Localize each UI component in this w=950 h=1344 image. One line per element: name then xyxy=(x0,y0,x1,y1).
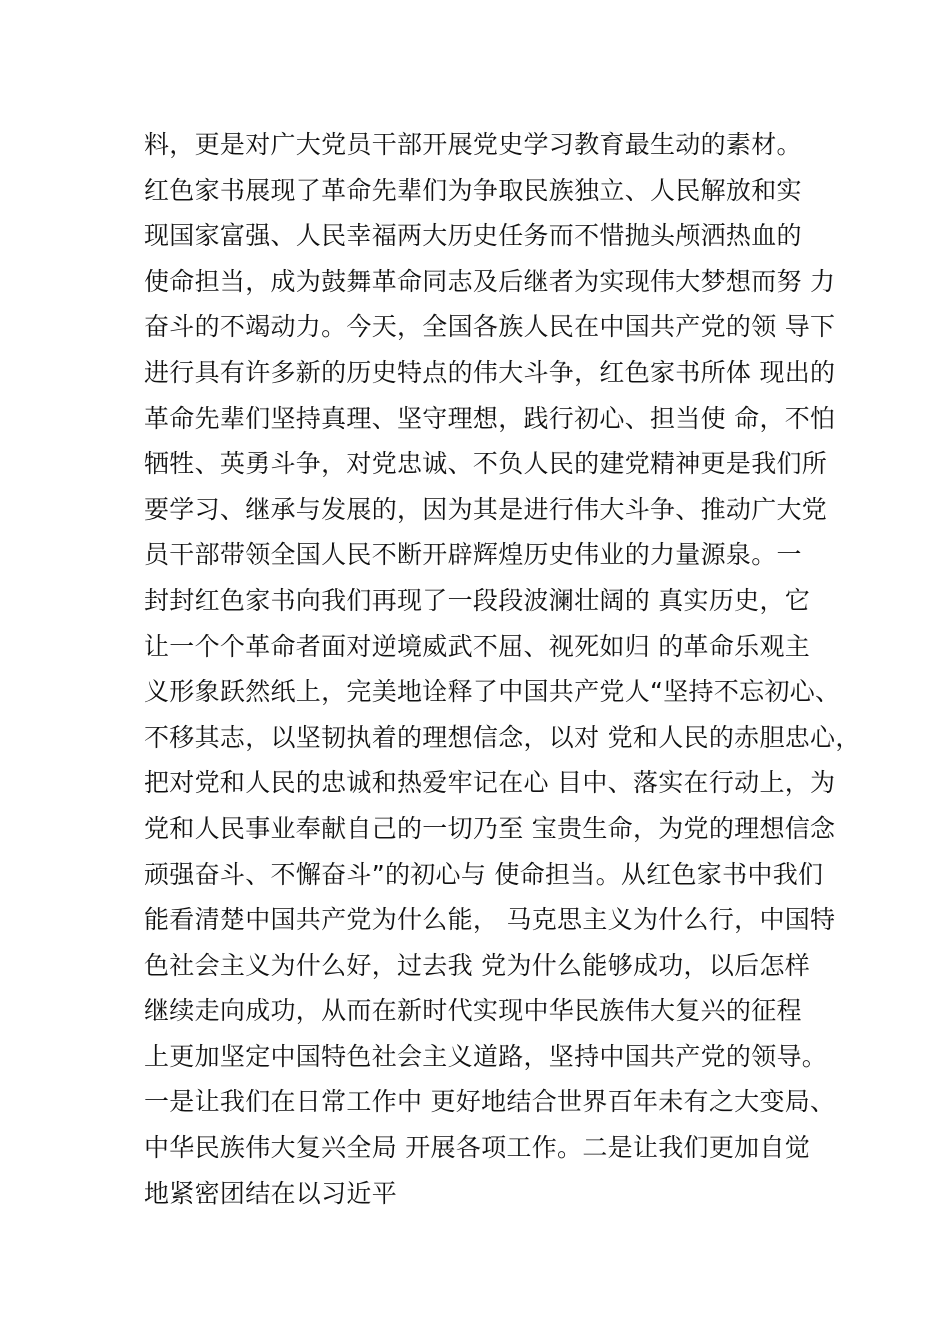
text-line: 现国家富强、人民幸福两大历史任务而不惜抛头颅洒热血的 xyxy=(144,221,802,251)
text-line: 使命担当，成为鼓舞革命同志及后继者为实现伟大梦想而努 力 xyxy=(144,266,836,296)
text-line: 中华民族伟大复兴全局 开展各项工作。二是让我们更加自觉 xyxy=(144,1133,811,1163)
text-line: 牺牲、英勇斗争，对党忠诚、不负人民的建党精神更是我们所 xyxy=(144,449,828,479)
body-text xyxy=(144,122,864,1216)
text-line: 员干部带领全国人民不断开辟辉煌历史伟业的力量源泉。一 xyxy=(144,540,802,570)
text-line: 奋斗的不竭动力。今天，全国各族人民在中国共产党的领 导下 xyxy=(144,312,836,342)
text-line: 封封红色家书向我们再现了一段段波澜壮阔的 真实历史，它 xyxy=(144,585,811,615)
text-line: 进行具有许多新的历史特点的伟大斗争，红色家书所体 现出的 xyxy=(144,357,836,387)
text-line: 一是让我们在日常工作中 更好地结合世界百年未有之大变局、 xyxy=(144,1087,836,1117)
text-line: 料，更是对广大党员干部开展党史学习教育最生动的素材。 xyxy=(144,130,802,159)
text-line: 能看清楚中国共产党为什么能， 马克思主义为什么行，中国特 xyxy=(144,905,836,935)
text-line: 义形象跃然纸上，完美地诠释了中国共产党人“坚持不忘初心、 xyxy=(144,677,841,707)
text-line: 让一个个革命者面对逆境威武不屈、视死如归 的革命乐观主 xyxy=(144,631,811,661)
text-line: 要学习、继承与发展的，因为其是进行伟大斗争、推动广大党 xyxy=(144,494,828,524)
text-line: 把对党和人民的忠诚和热爱牢记在心 目中、落实在行动上，为 xyxy=(144,768,836,798)
text-line: 继续走向成功，从而在新时代实现中华民族伟大复兴的征程 xyxy=(144,996,802,1026)
text-line: 革命先辈们坚持真理、坚守理想，践行初心、担当使 命，不怕 xyxy=(144,403,836,433)
text-line: 不移其志，以坚韧执着的理想信念，以对 党和人民的赤胆忠心， xyxy=(144,722,861,752)
text-line: 党和人民事业奉献自己的一切乃至 宝贵生命，为党的理想信念 xyxy=(144,813,836,843)
text-line: 上更加坚定中国特色社会主义道路，坚持中国共产党的领导。 xyxy=(144,1041,828,1071)
text-line: 顽强奋斗、不懈奋斗”的初心与 使命担当。从红色家书中我们 xyxy=(144,859,824,889)
text-line: 红色家书展现了革命先辈们为争取民族独立、人民解放和实 xyxy=(144,175,802,205)
text-line: 色社会主义为什么好，过去我 党为什么能够成功，以后怎样 xyxy=(144,950,811,980)
text-line: 地紧密团结在以习近平 xyxy=(144,1178,398,1208)
